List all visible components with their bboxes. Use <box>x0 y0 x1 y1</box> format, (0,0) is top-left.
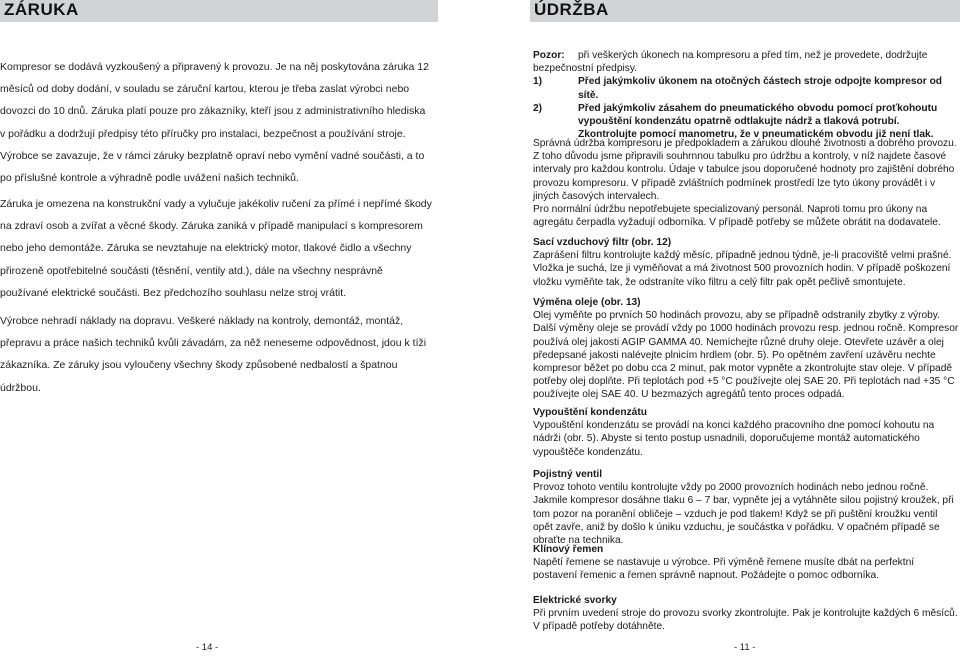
section-air-filter <box>533 236 959 289</box>
warranty-paragraph-1 <box>0 56 432 189</box>
right-page-number: - 11 - <box>734 642 756 653</box>
warranty-paragraph-2 <box>0 193 432 304</box>
caution-item-number: 1) <box>533 76 543 88</box>
maintenance-intro-text: Správná údržba kompresoru je předpokladem a zárukou dlouhé životnosti a dobrého provozu. Z toho důvodu jsme připravili souhrnnou tabulku pro údržbu a kontroly, v níž najdete časové intervaly pro každou kontrolu. Údaje v tabulce jsou doporučené hodnoty pro zajištění dobrého provozu kompresoru. V případě zvláštních podmínek prostředí lze tyto úkony provádět i v jiných časových intervalech. <box>533 138 957 202</box>
section-text: Zaprášení filtru kontrolujte každý měsíc, případně jednou týdně, je-li pracoviště velmi prašné. Vložka je suchá, lze ji vyměňovat a má životnost 500 provozních hodin. V případě poškození vložku vyměňte tak, že odstraníte víko filtru a celý filtr pak opět pečlivě smontujete. <box>533 250 952 288</box>
section-heading: Výměna oleje (obr. 13) <box>533 297 641 308</box>
caution-text: při veškerých úkonech na kompresoru a před tím, než je provedete, dodržujte bezpečnostní předpisy. <box>533 50 928 75</box>
section-v-belt <box>533 543 959 583</box>
caution-item-text: Před jakýmkoliv úkonem na otočných částech stroje odpojte kompresor od sítě. <box>578 76 943 101</box>
warranty-paragraph-3 <box>0 310 432 399</box>
section-text: Provoz tohoto ventilu kontrolujte vždy po 2000 provozních hodinách nebo jednou ročně. Jakmile kompresor dosáhne tlaku 6 – 7 bar, vypněte jej a vytáhněte silou pojistný kroužek, při tom pozor na poranění obličeje – vzduch je pod tlakem! Když se při puštění kroužku ventil opět zavře, aniž by došlo k úniku vzduchu, je součástka v pořádku. V opačném případě se obraťte na technika. <box>533 482 954 547</box>
caution-list <box>533 75 959 141</box>
warranty-text-2: Záruka je omezena na konstrukční vady a vylučuje jakékoliv ručení za přímé i nepřímé škody na zdraví osob a zvířat a věcné škody. Záruka zaniká v případě manipulací s kompresorem nebo jeho demontáže. Záruka se nevztahuje na elektrický motor, tlakové čidlo a všechny přirozeně opotřebitelné součásti (těsnění, ventily atd.), dále na všechny nesprávně používané elektrické součásti. Bez předchozího souhlasu nelze stroj vrátit. <box>0 198 432 299</box>
left-title-bar <box>0 0 438 22</box>
caution-item <box>533 102 959 142</box>
caution-item-text: Před jakýmkoliv zásahem do pneumatického obvodu pomocí proťkohoutu vypouštění kondenzátu opatrně odtlakujte nádrž a tlaková potrubí. Zkontrolujte pomocí manometru, že v pneumatickém obvodu již není tlak. <box>578 102 938 141</box>
maintenance-intro-text-2: Pro normální údržbu nepotřebujete specializovaný personál. Naproti tomu pro úkony na agregátu čerpadla vyžadují odborníka. V případě potřeby se můžete obrátit na dodavatele. <box>533 204 941 229</box>
warranty-text-3: Výrobce nehradí náklady na dopravu. Veškeré náklady na kontroly, demontáž, montáž, přepravu a práce našich techniků kvůli závadám, za něž neneseme odpovědnost, jdou k tíži zákazníka. Ze záruky jsou vyloučeny všechny škody způsobené nedbalostí a špatnou údržbou. <box>0 315 427 394</box>
section-heading: Klínový řemen <box>533 544 604 555</box>
section-text: Olej vyměňte po prvních 50 hodinách provozu, aby se případně odstranily zbytky z výroby. Další výměny oleje se provádí vždy po 1000 hodinách provozu resp. jednou ročně. Kompresor používá olej jakosti AGIP GAMMA 40. Nemíchejte různé druhy oleje. Otevřete uzávěr a olej předepsané jakosti nalévejte plnicím hrdlem (obr. 5). Po opětném zavření uzávěru nechte kompresor běžet po dobu cca 2 minut, pak motor vypněte a zkontrolujte stav oleje. V případě potřeby olej doplňte. Při teplotách pod +5 °C používejte olej SAE 20. Při teplotách nad +35 °C používejte olej SAE 40. U bezmazých agregátů tento proces odpadá. <box>533 310 959 401</box>
caution-item <box>533 75 959 101</box>
section-heading: Sací vzduchový filtr (obr. 12) <box>533 237 672 248</box>
section-condensate <box>533 406 959 459</box>
section-heading: Elektrické svorky <box>533 595 617 606</box>
left-page-title: ZÁRUKA <box>4 0 79 19</box>
section-text: Vypouštění kondenzátu se provádí na konci každého pracovního dne pomocí kohoutu na nádrži (obr. 5). Abyste si tento postup usnadnili, doporučujeme montáž automatického vypouštěče kondenzátu. <box>533 420 935 458</box>
section-safety-valve <box>533 468 959 547</box>
maintenance-intro <box>533 137 959 229</box>
left-page-number: - 14 - <box>196 642 219 653</box>
right-title-bar <box>530 0 960 22</box>
section-text: Při prvním uvedení stroje do provozu svorky zkontrolujte. Pak je kontrolujte každých 6 měsíců. V případě potřeby dotáhněte. <box>533 608 958 633</box>
caution-label: Pozor: <box>533 50 565 61</box>
right-page-title: ÚDRŽBA <box>534 0 609 19</box>
section-heading: Vypouštění kondenzátu <box>533 407 647 418</box>
caution-intro <box>533 49 959 75</box>
section-heading: Pojistný ventil <box>533 469 603 480</box>
caution-item-number: 2) <box>533 102 543 114</box>
section-electric-terminals <box>533 594 959 634</box>
caution-note <box>533 49 959 141</box>
section-text: Napětí řemene se nastavuje u výrobce. Při výměně řemene musíte dbát na perfektní postavení řemenic a řemen správně napnout. Požádejte o pomoc odborníka. <box>533 557 915 582</box>
warranty-text-1: Kompresor se dodává vyzkoušený a připravený k provozu. Je na něj poskytována záruka 12 měsíců od doby dodání, v souladu se záruční kartou, kterou je třeba zaslat výrobci nebo dovozci do 10 dnů. Záruka platí pouze pro zákazníky, kteří jsou z administrativního hlediska v pořádku a dodržují předpisy této příručky pro instalaci, bezpečnost a používání stroje. Výrobce se zavazuje, že v rámci záruky bezplatně opraví nebo vymění vadné součásti, a to po příslušné kontrole a výhradně podle uvážení našich techniků. <box>0 61 429 185</box>
section-oil-change <box>533 296 959 402</box>
